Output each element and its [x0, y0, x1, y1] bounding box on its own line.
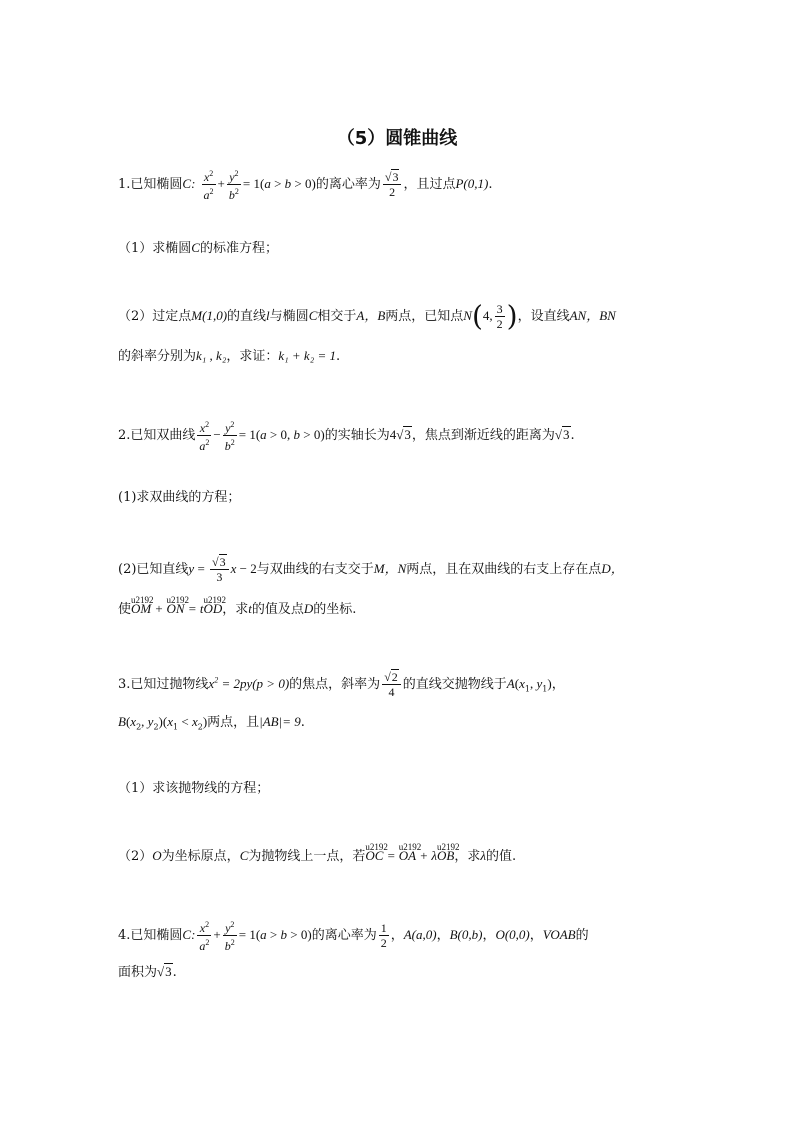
- problem-1-statement: 1.已知椭圆C: $\frac{x^2}{a^2}$ + $\frac{y^2}{b^2}$ = 1(a > b > 0)的离心率为 $\frac{√3}{2}$ ，且过点P(0,1).: [118, 169, 493, 202]
- page-title: （5）圆锥曲线: [336, 128, 458, 149]
- problem-2-question-2-cont: 使u2192 OM + u2192 ON = tu2192 OD，求t的值及点D的坐标.: [118, 599, 356, 620]
- problem-1-question-2-cont: 的斜率分别为k₁ , k₂，求证：k₁ + k₂ = 1.: [118, 348, 341, 364]
- problem-4-statement-cont: 面积为√3.: [118, 964, 177, 980]
- problem-1-question-1: （1）求椭圆C的标准方程；: [118, 240, 278, 256]
- problem-3-statement-cont: $B(x_2$, $y_2)(x_1 < x_2)$两点，且|AB|= 9.: [118, 714, 305, 732]
- problem-2-question-2: (2)已知直线y = $\frac{√3}{3}$ x − 2与双曲线的右支交于M，N两点，且在双曲线的右支上存在点D，: [118, 555, 624, 584]
- problem-2-question-1: (1)求双曲线的方程；: [118, 490, 241, 505]
- problem-4-statement: 4.已知椭圆C: $\frac{x^2}{a^2}$ + $\frac{y^2}{b^2}$ = 1(a > b > 0)的离心率为 $\frac{1}{2}$ ，A(a,0)，B(0,b)，O(0,0)，VOAB的: [118, 920, 589, 953]
- problem-3-question-1: （1）求该抛物线的方程；: [118, 781, 270, 796]
- problem-3-question-2: （2）O为坐标原点，C为抛物线上一点，若u2192 OC = u2192 OA + λu2192 OB，求λ的值.: [118, 846, 516, 867]
- problem-1-question-2: （2）过定点M(1,0)的直线l与椭圆C相交于A，B两点，已知点N(4, $\frac{3}{2}$ )，设直线AN，BN: [118, 299, 616, 333]
- problem-3-statement: 3.已知过抛物线$x^2 = 2py(p > 0)$的焦点，斜率为 $\frac{√2}{4}$ 的直线交抛物线于$A(x_1$, $y_1$)，: [118, 670, 565, 699]
- problem-2-statement: 2.已知双曲线 $\frac{x^2}{a^2}$ − $\frac{y^2}{b^2}$ = 1(a > 0, b > 0)的实轴长为4√3，焦点到渐近线的距离为√3.: [118, 420, 575, 453]
